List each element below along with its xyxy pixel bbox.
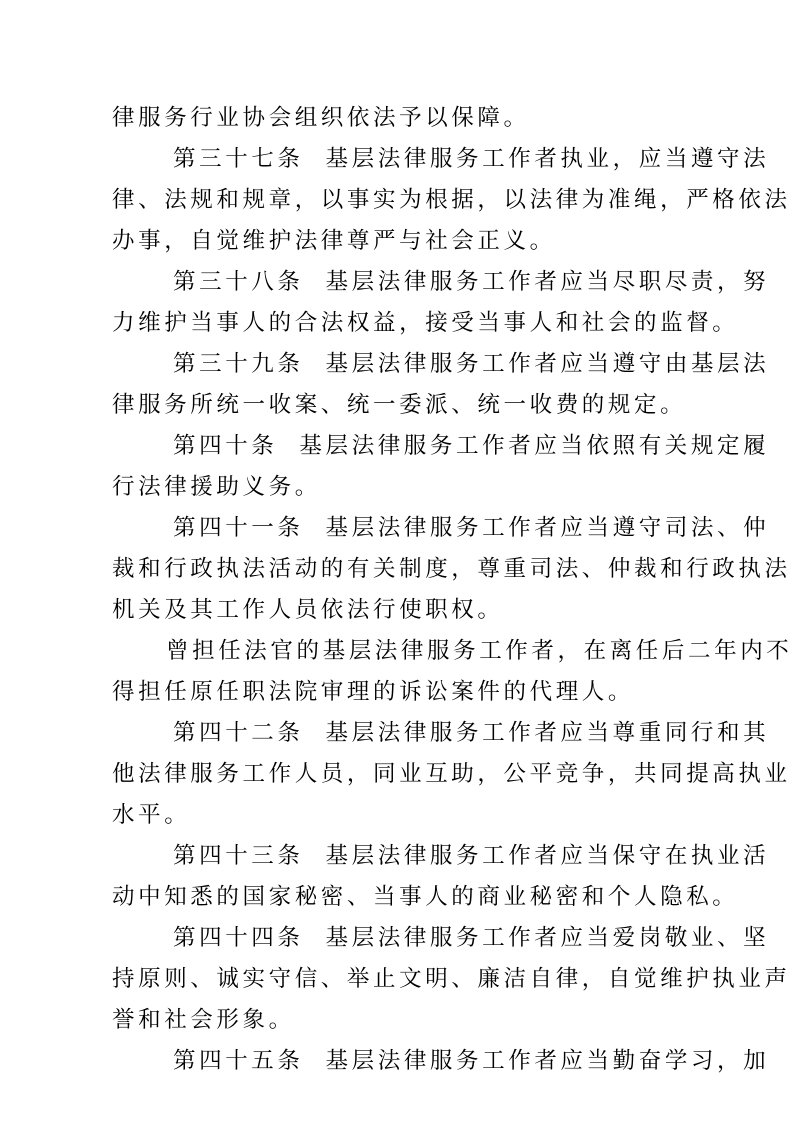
text-line	[112, 180, 791, 220]
line-text: 律、法规和规章，以事实为根据，以法律为准绳，严格依法	[112, 187, 791, 213]
line-text: 基层法律服务工作者应当依照有关规定履	[299, 433, 770, 459]
article-first-line	[112, 836, 770, 876]
article-number: 第四十五条	[173, 1048, 304, 1074]
line-text: 律服务所统一收案、统一委派、统一收费的规定。	[112, 392, 687, 418]
line-text: 行法律援助义务。	[112, 474, 321, 500]
article-first-line	[112, 713, 770, 753]
text-line	[112, 98, 672, 138]
line-text: 基层法律服务工作者应当勤奋学习，加	[325, 1048, 770, 1074]
text-line	[112, 385, 687, 425]
text-line	[112, 549, 791, 589]
text-line	[112, 959, 791, 999]
line-text: 基层法律服务工作者应当遵守由基层法	[325, 351, 770, 377]
text-line	[112, 1000, 672, 1040]
line-text: 基层法律服务工作者应当保守在执业活	[325, 843, 770, 869]
article-number: 第三十八条	[173, 269, 304, 295]
line-text: 水平。	[112, 802, 191, 828]
line-text: 基层法律服务工作者应当尽职尽责，努	[325, 269, 770, 295]
article-number: 第四十四条	[173, 925, 304, 951]
line-text: 他法律服务工作人员，同业互助，公平竞争，共同提高执业	[112, 761, 791, 787]
line-text: 誉和社会形象。	[112, 1007, 295, 1033]
line-text: 基层法律服务工作者应当爱岗敬业、坚	[325, 925, 770, 951]
text-line	[112, 467, 672, 507]
article-first-line	[112, 139, 770, 179]
article-first-line	[112, 508, 770, 548]
article-number: 第三十七条	[173, 146, 304, 172]
text-line	[112, 754, 791, 794]
article-number: 第四十二条	[173, 720, 304, 746]
text-line	[112, 303, 739, 343]
text-line	[112, 795, 672, 835]
article-first-line	[112, 1041, 770, 1081]
article-number: 第四十三条	[173, 843, 304, 869]
line-text: 基层法律服务工作者执业，应当遵守法	[325, 146, 770, 172]
paragraph-first-line	[112, 631, 793, 671]
article-first-line	[112, 344, 770, 384]
line-text: 力维护当事人的合法权益，接受当事人和社会的监督。	[112, 310, 739, 336]
article-first-line	[112, 918, 770, 958]
article-first-line	[112, 426, 770, 466]
line-text: 机关及其工作人员依法行使职权。	[112, 597, 504, 623]
article-number: 第四十一条	[173, 515, 304, 541]
line-text: 曾担任法官的基层法律服务工作者，在离任后二年内不	[166, 638, 793, 664]
text-line	[112, 590, 672, 630]
line-text: 持原则、诚实守信、举止文明、廉洁自律，自觉维护执业声	[112, 966, 791, 992]
article-number: 第三十九条	[173, 351, 304, 377]
line-text: 裁和行政执法活动的有关制度，尊重司法、仲裁和行政执法	[112, 556, 791, 582]
text-line	[112, 672, 672, 712]
text-line	[112, 877, 739, 917]
line-text: 基层法律服务工作者应当遵守司法、仲	[325, 515, 770, 541]
line-text: 办事，自觉维护法律尊严与社会正义。	[112, 228, 556, 254]
line-text: 律服务行业协会组织依法予以保障。	[112, 105, 530, 131]
article-number: 第四十条	[173, 433, 278, 459]
line-text: 动中知悉的国家秘密、当事人的商业秘密和个人隐私。	[112, 884, 739, 910]
text-line	[112, 221, 672, 261]
line-text: 基层法律服务工作者应当尊重同行和其	[325, 720, 770, 746]
line-text: 得担任原任职法院审理的诉讼案件的代理人。	[112, 679, 635, 705]
article-first-line	[112, 262, 770, 302]
